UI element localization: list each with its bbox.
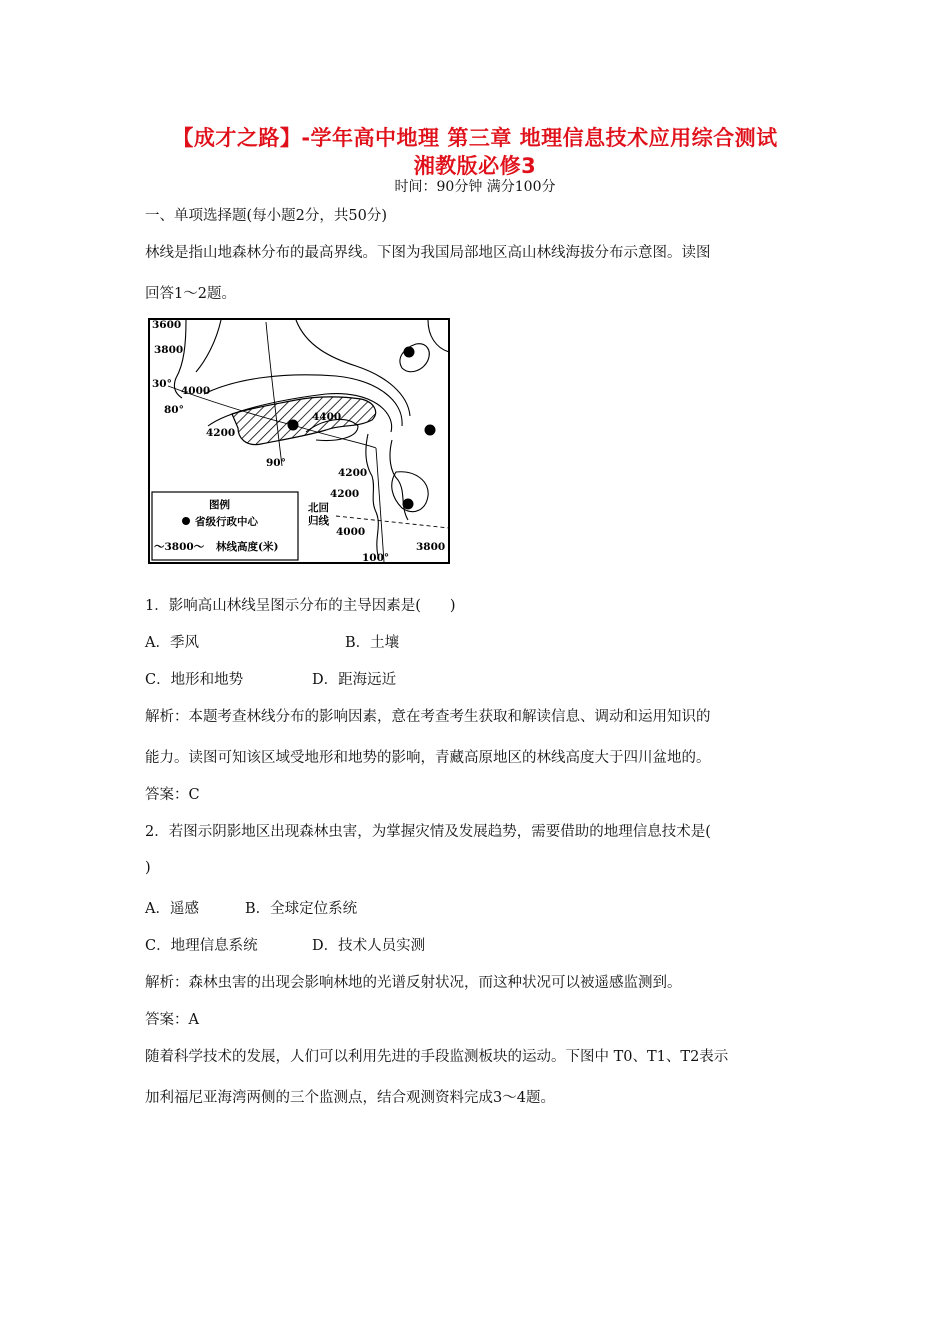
label-4000: 4000 [181, 385, 211, 397]
q1-analysis-line1: 解析：本题考查林线分布的影响因素，意在考查考生获取和解读信息、调动和运用知识的 [145, 709, 711, 725]
label-4200-b: 4200 [338, 467, 368, 479]
q2-option-d: D．技术人员实测 [312, 938, 426, 954]
capital-marker [288, 420, 299, 431]
tropic-label-2: 归线 [308, 515, 329, 527]
label-3800-b: 3800 [416, 541, 446, 553]
intro1-line1: 林线是指山地森林分布的最高界线。下图为我国局部地区高山林线海拔分布示意图。读图 [145, 245, 711, 261]
legend-capital-text: 省级行政中心 [195, 516, 258, 528]
title-line-2: 湘教版必修3 [413, 154, 537, 178]
label-3800: 3800 [154, 344, 184, 356]
q1-option-c: C．地形和地势 [145, 672, 244, 688]
label-4200-c: 4200 [330, 488, 360, 500]
q1-analysis-line2: 能力。读图可知该区域受地形和地势的影响，青藏高原地区的林线高度大于四川盆地的。 [145, 750, 711, 766]
q2-analysis: 解析：森林虫害的出现会影响林地的光谱反射状况，而这种状况可以被遥感监测到。 [145, 975, 682, 991]
q1-option-a: A．季风 [145, 635, 199, 651]
map-legend [152, 492, 298, 560]
label-80deg: 80° [164, 404, 184, 416]
intro2-line1: 随着科学技术的发展，人们可以利用先进的手段监测板块的运动。下图中 T0、T1、T2表示 [145, 1049, 729, 1065]
q1-option-d: D．距海远近 [312, 672, 397, 688]
legend-title: 图例 [209, 499, 230, 511]
label-4000-b: 4000 [336, 526, 366, 538]
q2-stem-line1: 2．若图示阴影地区出现森林虫害，为掌握灾情及发展趋势，需要借助的地理信息技术是( [145, 824, 711, 840]
title-line-1: 【成才之路】-学年高中地理 第三章 地理信息技术应用综合测试 [172, 126, 778, 150]
treeline-map [146, 316, 452, 566]
tropic-label-1: 北回 [308, 502, 329, 514]
q2-option-c: C．地理信息系统 [145, 938, 258, 954]
label-4200: 4200 [206, 427, 236, 439]
capital-marker [425, 425, 436, 436]
capital-marker [404, 347, 415, 358]
legend-contour-text: 林线高度(米) [216, 541, 279, 553]
q2-stem-line2: ) [145, 860, 151, 876]
legend-capital-icon [182, 517, 190, 525]
label-4400: 4400 [312, 411, 342, 423]
q2-answer: 答案：A [145, 1012, 199, 1028]
q2-option-b: B．全球定位系统 [245, 901, 358, 917]
intro1-line2: 回答1～2题。 [145, 286, 236, 302]
capital-marker [403, 499, 414, 510]
intro2-line2: 加利福尼亚海湾两侧的三个监测点，结合观测资料完成3～4题。 [145, 1090, 555, 1106]
legend-contour-value: ～3800～ [154, 541, 205, 553]
label-30deg: 30° [152, 378, 172, 390]
section-heading: 一、单项选择题(每小题2分，共50分) [145, 208, 387, 224]
label-90deg: 90° [266, 457, 286, 469]
q1-stem: 1．影响高山林线呈图示分布的主导因素是( ) [145, 598, 456, 614]
q1-option-b: B．土壤 [345, 635, 400, 651]
exam-meta: 时间：90分钟 满分100分 [394, 179, 556, 195]
q2-option-a: A．遥感 [145, 901, 199, 917]
label-3600: 3600 [152, 319, 182, 331]
label-100deg: 100° [362, 552, 390, 564]
q1-answer: 答案：C [145, 787, 200, 803]
